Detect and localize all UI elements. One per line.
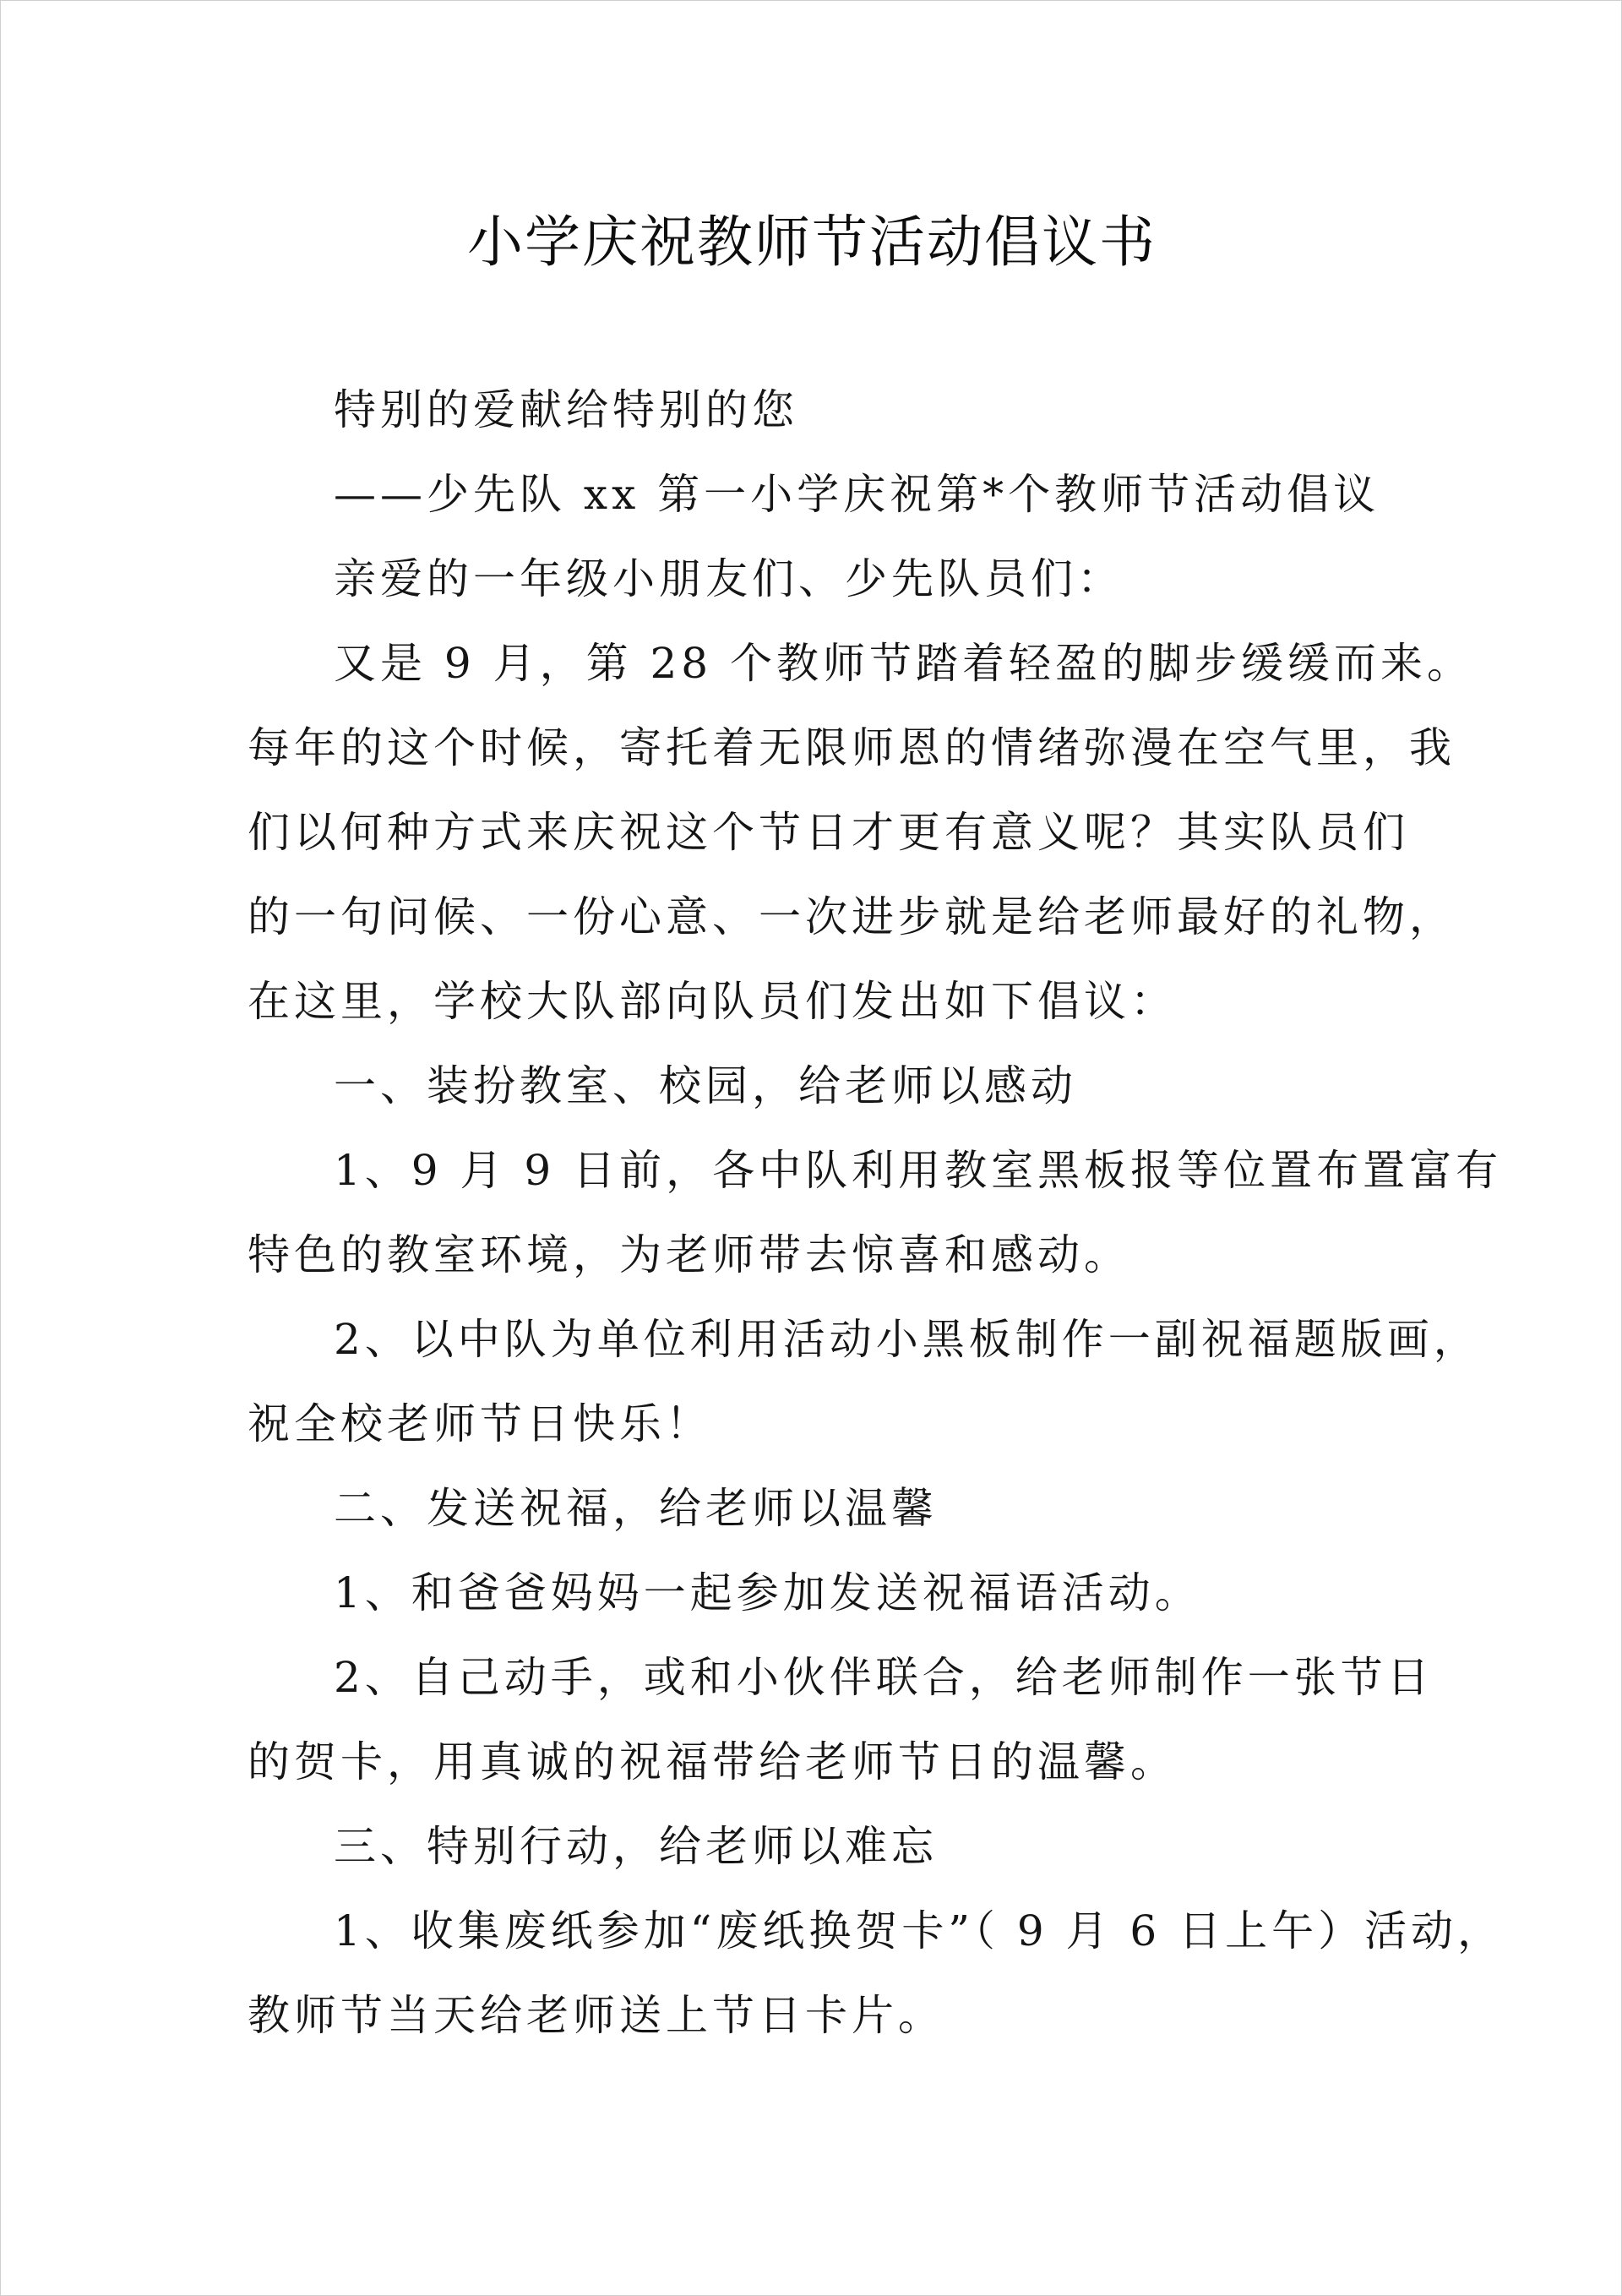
text-line: ——少先队 xx 第一小学庆祝第*个教师节活动倡议 [334,470,1380,519]
text-line: 特别的爱献给特别的您 [334,385,798,434]
document-body [248,368,1505,2058]
text-line: 又是 9 月，第 28 个教师节踏着轻盈的脚步缓缓而来。 [334,639,1474,688]
text-line: 2、自己动手，或和小伙伴联合，给老师制作一张节日 [334,1653,1434,1702]
section-heading: 一、装扮教室、校园，给老师以感动 [334,1061,1077,1110]
text-line: 每年的这个时候，寄托着无限师恩的情绪弥漫在空气里，我 [248,723,1456,772]
text-line: 祝全校老师节日快乐！ [248,1399,712,1448]
document-title: 小学庆祝教师节活动倡议书 [467,210,1157,275]
text-line: 2、以中队为单位利用活动小黑板制作一副祝福题版画， [334,1315,1480,1364]
text-line: 1、收集废纸参加“废纸换贺卡”（ 9 月 6 日上午）活动， [334,1906,1505,1955]
text-line: 的贺卡，用真诚的祝福带给老师节日的温馨。 [248,1737,1177,1786]
text-line: 教师节当天给老师送上节日卡片。 [248,1991,944,2040]
text-line: 特色的教室环境，为老师带去惊喜和感动。 [248,1230,1130,1279]
text-line: 亲爱的一年级小朋友们、少先队员们： [334,554,1124,603]
text-line: 们以何种方式来庆祝这个节日才更有意义呢？其实队员们 [248,808,1409,857]
text-line: 在这里，学校大队部向队员们发出如下倡议： [248,977,1177,1026]
section-heading: 二、发送祝福，给老师以温馨 [334,1484,938,1533]
section-heading: 三、特别行动，给老师以难忘 [334,1822,938,1871]
text-line: 的一句问候、一份心意、一次进步就是给老师最好的礼物， [248,892,1456,941]
text-line: 1、9 月 9 日前，各中队利用教室黑板报等位置布置富有 [334,1146,1503,1195]
text-line: 1、和爸爸妈妈一起参加发送祝福语活动。 [334,1568,1201,1617]
